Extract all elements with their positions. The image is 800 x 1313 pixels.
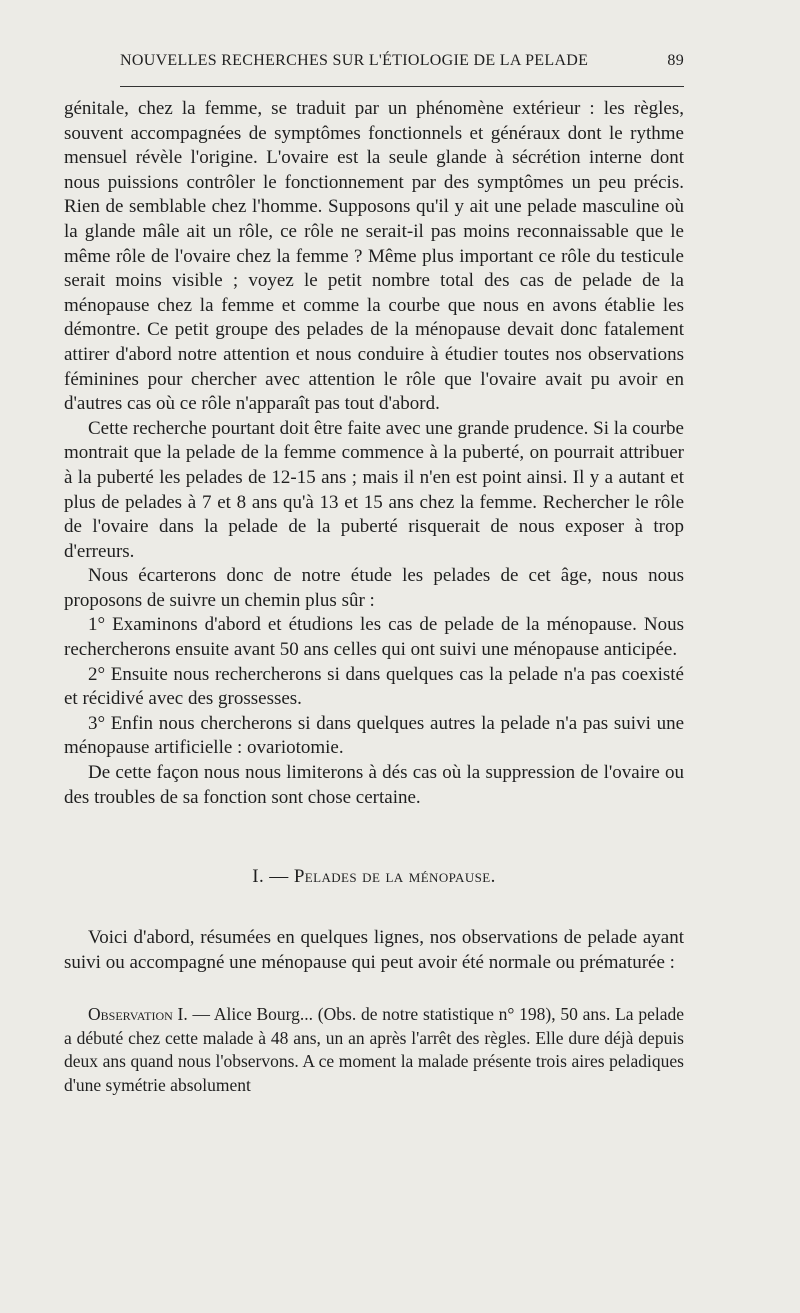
paragraph: 2° Ensuite nous rechercherons si dans quelques cas la pelade n'a pas coexisté et récidivé avec des grossesses. — [64, 663, 684, 710]
observation-paragraph — [64, 1003, 684, 1097]
observation-label: Observation I. — [88, 1004, 188, 1025]
paragraph: 3° Enfin nous chercherons si dans quelques autres la pelade n'a pas suivi une ménopause artificielle : ovariotomie. — [64, 712, 684, 759]
section-title: Pelades de la ménopause. — [293, 866, 496, 888]
section-heading — [64, 866, 684, 888]
paragraph: Cette recherche pourtant doit être faite avec une grande prudence. Si la courbe montrait que la pelade de la femme commence à la puberté, on pourrait attribuer à la puberté les pelades de 12-15 ans ; mais il n'en est point ainsi. Il y a autant et plus de pelades à 7 et 8 ans qu'à 13 et 15 ans chez la femme. Rechercher le rôle de l'ovaire dans la pelade de la puberté risquerait de nous exposer à trop d'erreurs. — [64, 417, 684, 562]
running-header — [120, 52, 684, 87]
paragraph: 1° Examinons d'abord et étudions les cas de pelade de la ménopause. Nous rechercherons ensuite avant 50 ans celles qui ont suivi une ménopause anticipée. — [64, 614, 684, 661]
paragraph: De cette façon nous nous limiterons à dés cas où la suppression de l'ovaire ou des troubles de sa fonction sont chose certaine. — [64, 762, 684, 808]
paragraph: génitale, chez la femme, se traduit par un phénomène extérieur : les règles, souvent accompagnées de symptômes fonctionnels et généraux dont le rythme mensuel révèle l'origine. L'ovaire est la seule glande à sécrétion interne dont nous puissions contrôler le fonctionnement par des symptômes un peu précis. Rien de semblable chez l'homme. Supposons qu'il y ait une pelade masculine où la glande mâle ait un rôle, ce rôle ne serait-il pas moins reconnaissable que le même rôle de l'ovaire chez la femme ? Même plus important ce rôle du testicule serait moins visible ; voyez le petit nombre total des cas de pelade de la ménopause chez la femme et comme la courbe que nous en avons établie les démontre. Ce petit groupe des pelades de la ménopause devait donc fatalement attirer d'abord notre attention et nous conduire à étudier toutes nos observations féminines pour chercher avec attention le rôle que l'ovaire avait pu avoir en d'autres cas où ce rôle n'apparaît pas tout d'abord. — [64, 98, 684, 415]
page-number: 89 — [667, 52, 684, 69]
intro-paragraph: Voici d'abord, résumées en quelques lignes, nos observations de pelade ayant suivi ou accompagné une ménopause qui peut avoir été normale ou prématurée : — [64, 927, 684, 973]
running-title: NOUVELLES RECHERCHES SUR L'ÉTIOLOGIE DE LA PELADE — [120, 52, 589, 69]
section-number: I. — — [252, 866, 289, 888]
body-text — [64, 97, 684, 810]
observation-text: — Alice Bourg... (Obs. de notre statistique n° 198), 50 ans. La pelade a débuté chez cette malade à 48 ans, un an après l'arrêt des règles. Elle dure déjà depuis deux ans quand nous l'observons. A ce moment la malade présente trois aires peladiques d'une symétrie absolument — [64, 1004, 684, 1095]
paragraph: Nous écarterons donc de notre étude les pelades de cet âge, nous nous proposons de suivre un chemin plus sûr : — [64, 565, 684, 611]
